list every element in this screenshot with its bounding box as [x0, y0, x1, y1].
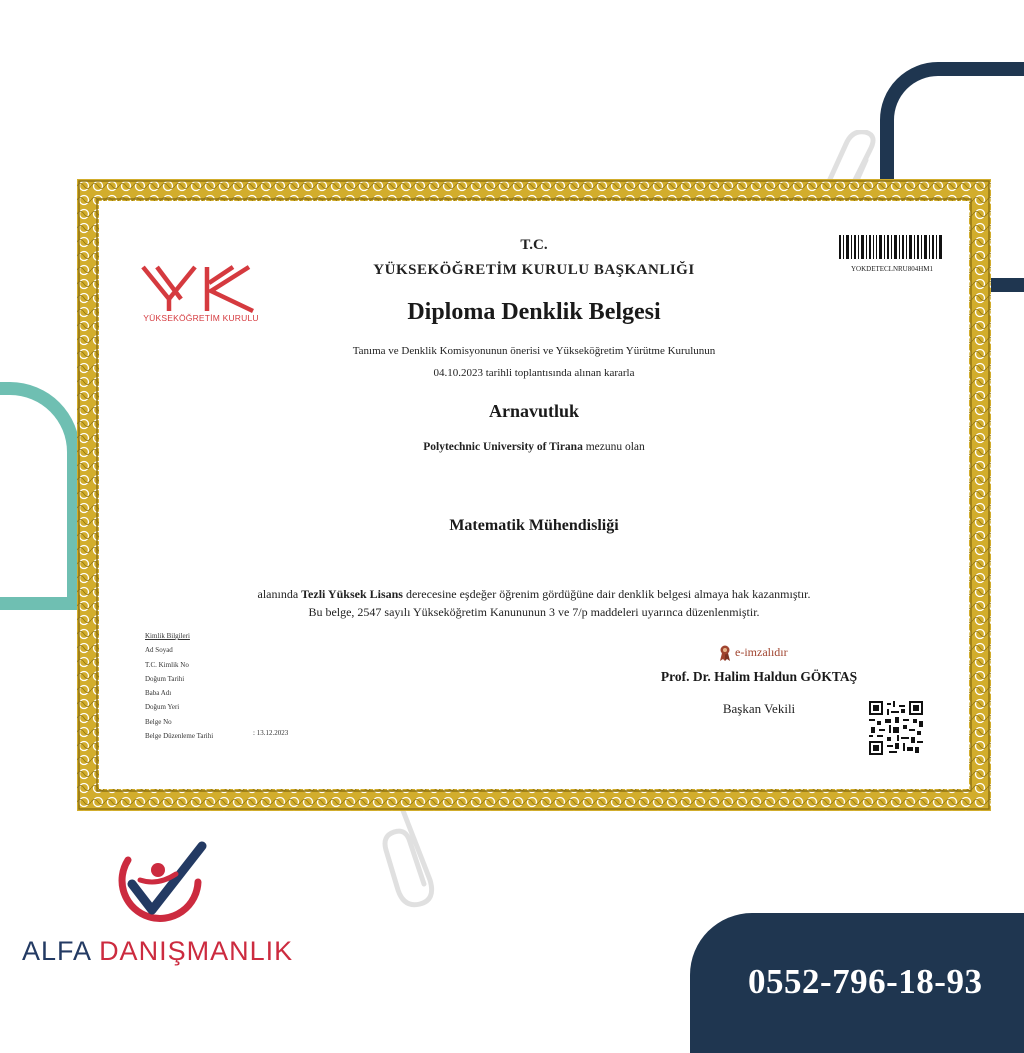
identity-field: Doğum Tarihi	[145, 674, 185, 683]
issue-date-value: : 13.12.2023	[253, 729, 289, 737]
university-suffix: mezunu olan	[582, 441, 645, 453]
e-signature-text: e-imzalıdır	[735, 645, 788, 659]
decision-date-line: 04.10.2023 tarihli toplantısında alınan kararla	[433, 367, 635, 379]
identity-section	[145, 629, 365, 743]
country-label: T.C.	[520, 237, 548, 253]
university-name: Polytechnic University of Tirana	[423, 441, 583, 453]
barcode-icon	[839, 235, 943, 259]
ribbon-seal-icon	[719, 645, 731, 661]
identity-field: Ad Soyad	[145, 646, 173, 655]
brand-name-part1: ALFA	[22, 936, 100, 966]
phone-number[interactable]: 0552-796-18-93	[748, 962, 983, 1001]
degree-statement	[99, 587, 969, 602]
identity-field: Belge No	[145, 717, 172, 726]
decorative-teal-arc	[0, 382, 80, 610]
identity-field: Baba Adı	[145, 689, 172, 698]
degree-name: Tezli Yüksek Lisans	[301, 587, 403, 601]
certificate	[77, 179, 991, 811]
institution-name: YÜKSEKÖĞRETİM KURULU BAŞKANLIĞI	[373, 262, 695, 278]
barcode-code: YOKDETECLNRU804HM1	[850, 265, 934, 273]
committee-statement: Tanıma ve Denklik Komisyonunun önerisi ve Yükseköğretim Yürütme Kurulunun	[352, 345, 716, 357]
yok-logo-text: YÜKSEKÖĞRETİM KURULU	[143, 313, 259, 323]
university-line	[99, 441, 969, 453]
qr-code-icon	[869, 701, 923, 755]
degree-suffix: derecesine eşdeğer öğrenim gördüğüne dair denklik belgesi almaya hak kazanmıştır.	[402, 587, 811, 601]
paperclip-icon	[380, 800, 450, 910]
identity-field: Doğum Yeri	[145, 703, 180, 712]
identity-field: T.C. Kimlik No	[145, 660, 189, 669]
identity-field: Belge Düzenleme Tarihi	[145, 732, 214, 741]
signer-title: Başkan Vekili	[722, 701, 796, 716]
graduation-country: Arnavutluk	[488, 401, 580, 421]
certificate-body	[99, 201, 969, 789]
identity-title: Kimlik Bilgileri	[145, 632, 190, 640]
alfa-logo-icon	[110, 840, 210, 930]
degree-prefix: alanında	[257, 587, 302, 601]
brand-name-part2: DANIŞMANLIK	[99, 936, 294, 966]
signer-name: Prof. Dr. Halim Haldun GÖKTAŞ	[660, 669, 858, 684]
legal-basis-statement: Bu belge, 2547 sayılı Yükseköğretim Kanununun 3 ve 7/p maddeleri uyarınca düzenlenmiştir.	[308, 605, 760, 619]
e-signature-label	[719, 645, 839, 661]
brand-name	[22, 936, 293, 967]
field-of-study: Matematik Mühendisliği	[449, 517, 619, 534]
document-title: Diploma Denklik Belgesi	[407, 299, 661, 325]
